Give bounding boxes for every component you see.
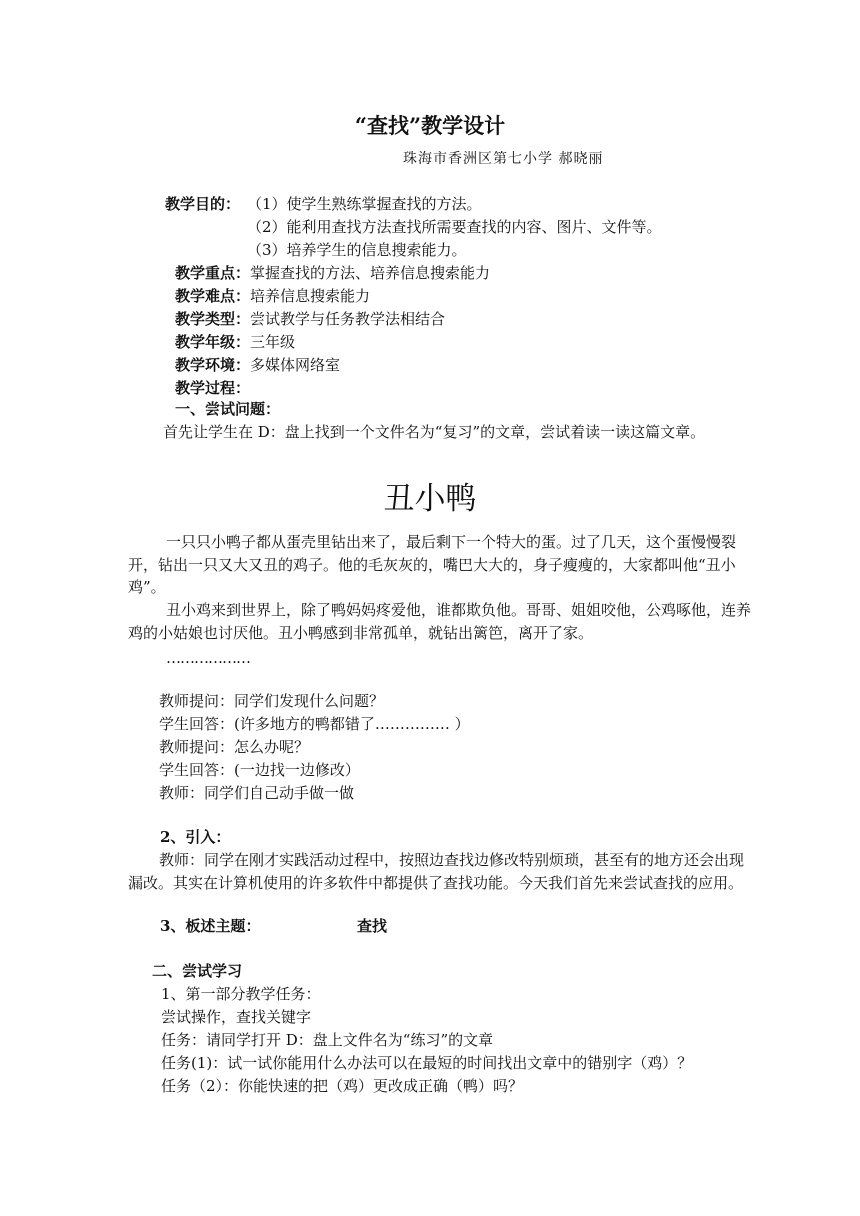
dialogue-line: 学生回答：(许多地方的鸭都错了…………… ） xyxy=(159,715,470,733)
story-paragraph: 丑小鸡来到世界上，除了鸭妈妈疼爱他，谁都欺负他。哥哥、姐姐咬他，公鸡啄他，连养鸡的小姑娘也讨厌他。丑小鸭感到非常孤单，就钻出篱笆，离开了家。 xyxy=(128,601,752,642)
part2-heading: 二、尝试学习 xyxy=(152,962,243,980)
section2-text: 教师：同学在刚才实践活动过程中，按照边查找边修改特别烦琐，甚至有的地方还会出现漏改。其实在计算机使用的许多软件中都提供了查找功能。今天我们首先来尝试查找的应用。 xyxy=(128,851,745,892)
info-row xyxy=(175,377,250,399)
info-value: 尝试教学与任务教学法相结合 xyxy=(250,310,446,328)
info-label: 教学重点： xyxy=(175,264,251,282)
info-row xyxy=(175,285,370,307)
info-label: 教学类型： xyxy=(175,310,251,328)
dialogue-line: 教师提问：同学们发现什么问题？ xyxy=(159,692,385,710)
info-label: 教学环境： xyxy=(175,356,251,374)
dialogue-line: 教师：同学们自己动手做一做 xyxy=(159,784,355,802)
story-paragraph: 一只只小鸭子都从蛋壳里钻出来了，最后剩下一个特大的蛋。过了几天，这个蛋慢慢裂开，钻出一只又大又丑的鸡子。他的毛灰灰的，嘴巴大大的，身子瘦瘦的，大家都叫他“丑小鸡”。 xyxy=(128,533,737,596)
part2-line: 尝试操作，查找关键字 xyxy=(161,1008,312,1026)
section1-text: 首先让学生在 D：盘上找到一个文件名为“复习”的文章，尝试着读一读这篇文章。 xyxy=(163,423,706,441)
part2-line: 任务(1)：试一试你能用什么办法可以在最短的时间找出文章中的错别字（鸡）？ xyxy=(161,1054,693,1072)
objectives-label: 教学目的： xyxy=(165,195,241,213)
section2-heading: 2、引入： xyxy=(160,828,231,846)
part2-line: 任务（2）：你能快速的把（鸡）更改成正确（鸭）吗？ xyxy=(161,1077,524,1095)
dialogue-line: 学生回答：(一边找一边修改） xyxy=(159,761,360,779)
section1-heading: 一、尝试问题： xyxy=(175,400,281,418)
info-row xyxy=(175,331,295,353)
info-value: 掌握查找的方法、培养信息搜索能力 xyxy=(250,264,491,282)
info-value: 三年级 xyxy=(250,333,296,351)
info-row xyxy=(175,262,490,284)
part2-line: 1、第一部分教学任务： xyxy=(161,985,321,1003)
objective-item: （1）使学生熟练掌握查找的方法。 xyxy=(247,195,482,213)
info-label: 教学难点： xyxy=(175,287,251,305)
info-label: 教学过程： xyxy=(175,379,251,397)
author-line: 珠海市香洲区第七小学 郝晓丽 xyxy=(403,151,604,167)
story-ellipsis: ……………… xyxy=(166,649,250,667)
info-value: 培养信息搜索能力 xyxy=(250,287,371,305)
objective-item: （2）能利用查找方法查找所需要查找的内容、图片、文件等。 xyxy=(247,218,662,236)
info-row xyxy=(175,354,340,376)
section3-heading: 3、板述主题： xyxy=(160,917,261,935)
document-title: “查找”教学设计 xyxy=(354,113,506,138)
info-row xyxy=(175,308,445,330)
part2-line: 任务：请同学打开 D：盘上文件名为“练习”的文章 xyxy=(161,1031,494,1049)
info-value: 多媒体网络室 xyxy=(250,356,341,374)
section3-topic: 查找 xyxy=(357,917,388,935)
info-label: 教学年级： xyxy=(175,333,251,351)
objective-item: （3）培养学生的信息搜索能力。 xyxy=(247,241,467,259)
story-title: 丑小鸭 xyxy=(383,481,477,517)
dialogue-line: 教师提问：怎么办呢？ xyxy=(159,738,310,756)
